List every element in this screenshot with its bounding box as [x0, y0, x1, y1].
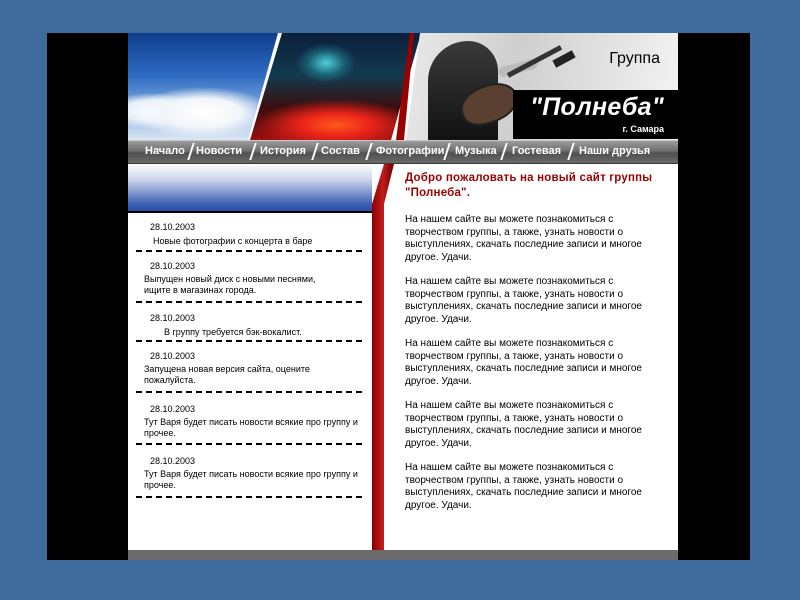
news-date: 28.10.2003 — [150, 313, 196, 323]
website — [128, 33, 678, 560]
news-date: 28.10.2003 — [150, 222, 196, 232]
content-paragraph: На нашем сайте вы можете познакомиться с творчеством группы, а также, узнать новости о выступлениях, скачать последние записи и многое другое. Удачи. — [405, 276, 642, 325]
nav-news[interactable]: Новости — [196, 145, 243, 157]
nav-separator — [500, 143, 508, 160]
main-navigation — [128, 140, 678, 164]
news-separator — [136, 250, 362, 252]
news-date: 28.10.2003 — [150, 456, 196, 466]
news-text[interactable]: Запущена новая версия сайта, оцените пожалуйста. — [144, 364, 310, 385]
news-text[interactable]: Выпущен новый диск с новыми песнями, ищите в магазинах города. — [144, 274, 316, 295]
content-paragraph: На нашем сайте вы можете познакомиться с творчеством группы, а также, узнать новости о выступлениях, скачать последние записи и многое другое. Удачи. — [405, 338, 642, 387]
nav-history[interactable]: История — [260, 145, 306, 157]
content-paragraph: На нашем сайте вы можете познакомиться с творчеством группы, а также, узнать новости о выступлениях, скачать последние записи и многое другое. Удачи. — [405, 462, 642, 511]
sidebar-top-line — [128, 211, 372, 213]
welcome-heading: Добро пожаловать на новый сайт группы "Полнеба". — [405, 172, 653, 199]
band-city: г. Самара — [622, 124, 664, 134]
nav-guestbook[interactable]: Гостевая — [512, 145, 562, 157]
nav-photos[interactable]: Фотографии — [376, 145, 445, 157]
content-paragraph: На нашем сайте вы можете познакомиться с творчеством группы, а также, узнать новости о выступлениях, скачать последние записи и многое другое. Удачи. — [405, 214, 642, 263]
column-divider — [372, 164, 394, 550]
news-separator — [136, 340, 362, 342]
nav-separator — [249, 143, 257, 160]
sidebar-gradient-banner — [128, 164, 372, 211]
nav-separator — [311, 143, 319, 160]
nav-separator — [365, 143, 373, 160]
nav-separator — [187, 143, 195, 160]
news-text[interactable]: Тут Варя будет писать новости всякие про группу и прочее. — [144, 469, 358, 490]
news-separator — [136, 301, 362, 303]
news-separator — [136, 391, 362, 393]
nav-separator — [567, 143, 575, 160]
news-separator — [136, 443, 362, 445]
nav-members[interactable]: Состав — [321, 145, 360, 157]
news-separator — [136, 496, 362, 498]
nav-music[interactable]: Музыка — [455, 145, 497, 157]
header-banner — [128, 33, 678, 140]
news-text[interactable]: В группу требуется бэк-вокалист. — [164, 327, 302, 337]
news-date: 28.10.2003 — [150, 351, 196, 361]
news-sidebar — [128, 164, 372, 550]
header-group-label: Группа — [609, 50, 660, 67]
band-name: "Полнеба" — [530, 93, 664, 121]
nav-home[interactable]: Начало — [145, 145, 185, 157]
content-paragraph: На нашем сайте вы можете познакомиться с творчеством группы, а также, узнать новости о выступлениях, скачать последние записи и многое другое. Удачи. — [405, 400, 642, 449]
news-text[interactable]: Новые фотографии с концерта в баре — [153, 236, 313, 246]
news-date: 28.10.2003 — [150, 404, 196, 414]
footer-bar — [128, 550, 678, 560]
main-content — [405, 171, 670, 512]
news-date: 28.10.2003 — [150, 261, 196, 271]
nav-friends[interactable]: Наши друзья — [579, 145, 651, 157]
news-text[interactable]: Тут Варя будет писать новости всякие про группу и прочее. — [144, 417, 358, 438]
